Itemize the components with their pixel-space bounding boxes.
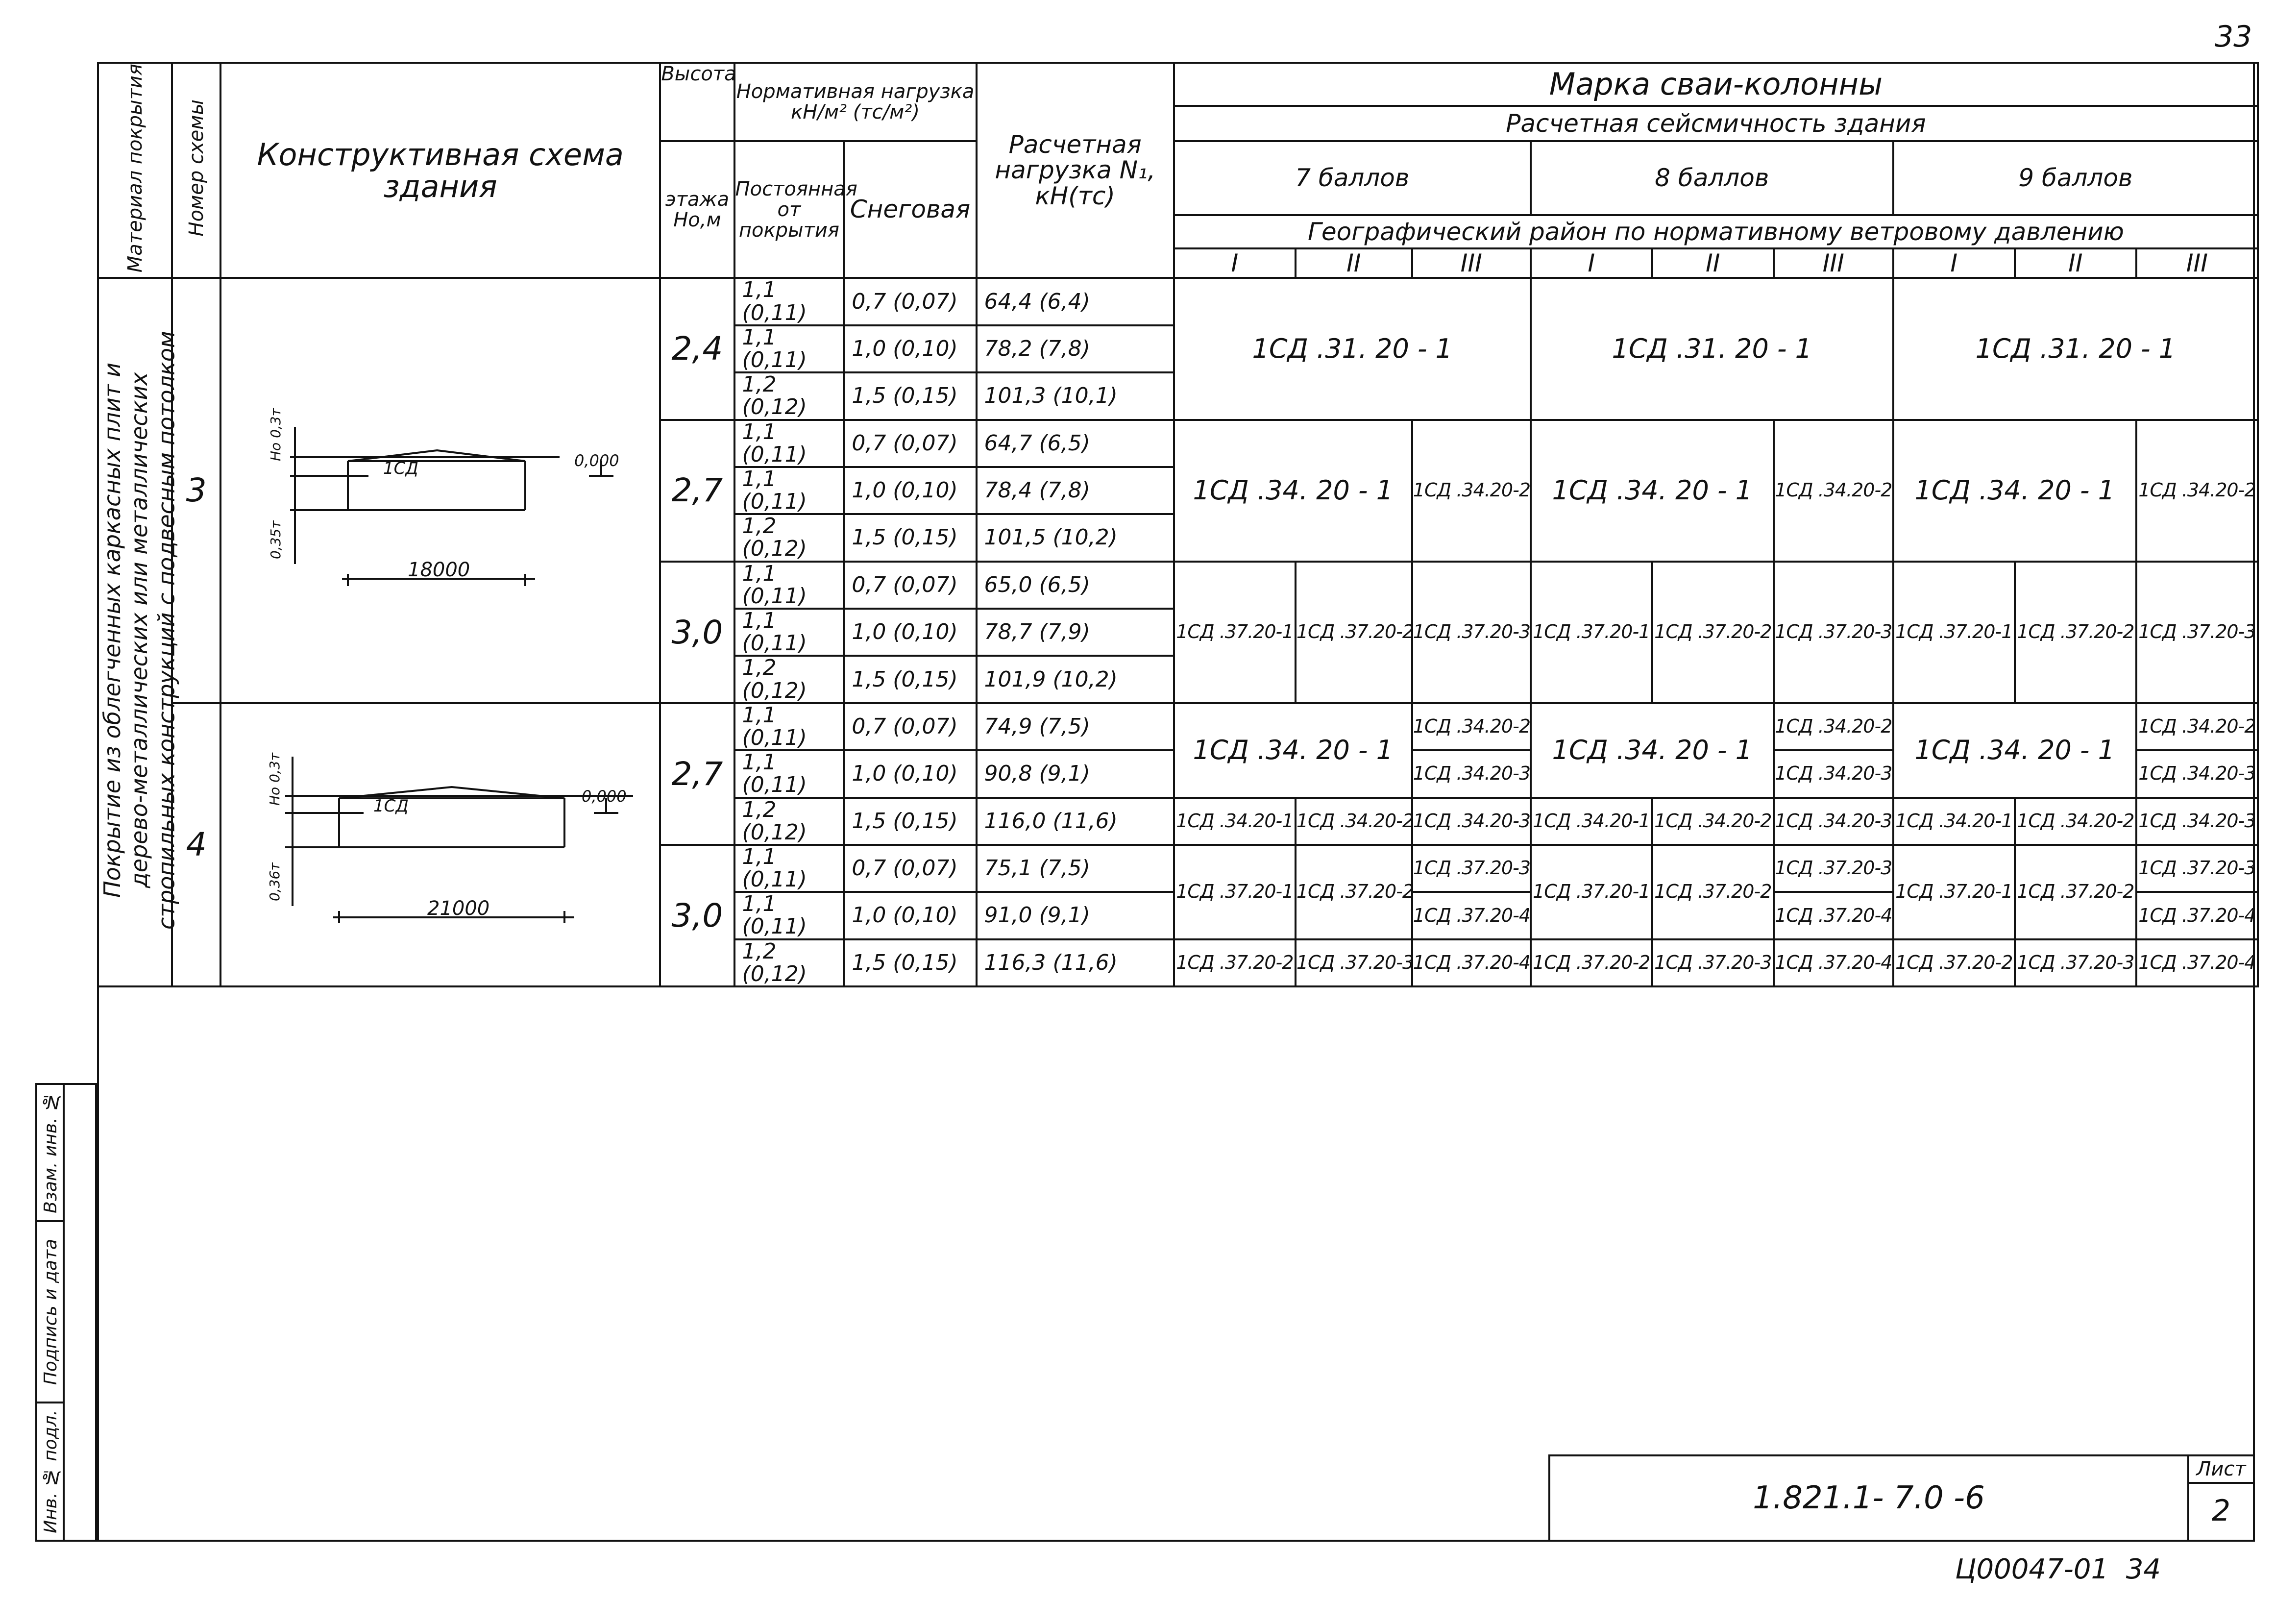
mark-cell: 1СД .37.20-3 bbox=[2136, 562, 2258, 703]
mark-cell: 1СД .37.20-3 bbox=[1412, 562, 1531, 703]
region-5: II bbox=[1652, 248, 1774, 278]
perm-load: 1,1 (0,11) bbox=[734, 750, 844, 797]
calc-load: 64,4 (6,4) bbox=[977, 278, 1174, 325]
snow-load: 0,7 (0,07) bbox=[844, 562, 976, 609]
doc-code: 1.821.1- 7.0 -6 bbox=[1753, 1480, 1985, 1516]
mark-cell: 1СД .34.20-2 bbox=[2136, 703, 2258, 750]
region-9: III bbox=[2136, 248, 2258, 278]
mark-cell: 1СД .34. 20 - 1 bbox=[1174, 420, 1412, 562]
perm-load: 1,2 (0,12) bbox=[734, 656, 844, 703]
snow-load: 1,0 (0,10) bbox=[844, 609, 976, 656]
perm-load: 1,1 (0,11) bbox=[734, 892, 844, 939]
side-cell-exchange: Взам. инв. № bbox=[37, 1085, 65, 1222]
snow-load: 1,5 (0,15) bbox=[844, 656, 976, 703]
calc-load: 116,0 (11,6) bbox=[977, 798, 1174, 845]
mark-cell: 1СД .37.20-3 bbox=[1412, 845, 1531, 892]
mark-cell: 1СД .34. 20 - 1 bbox=[1893, 420, 2136, 562]
calc-load: 78,4 (7,8) bbox=[977, 467, 1174, 514]
mark-cell: 1СД .37.20-2 bbox=[1652, 845, 1774, 939]
mark-cell: 1СД .37.20-3 bbox=[1774, 562, 1893, 703]
calc-load: 101,5 (10,2) bbox=[977, 514, 1174, 561]
header-scheme: Конструктивная схема здания bbox=[220, 63, 660, 278]
mark-cell: 1СД .37.20-2 bbox=[1652, 562, 1774, 703]
mark-cell: 1СД .37.20-4 bbox=[1774, 892, 1893, 939]
diagram-span-3: 18000 bbox=[408, 559, 470, 582]
mark-cell: 1СД .37.20-4 bbox=[1774, 939, 1893, 986]
calc-load: 116,3 (11,6) bbox=[977, 939, 1174, 986]
mark-cell: 1СД .37.20-3 bbox=[1296, 939, 1412, 986]
calc-load: 78,7 (7,9) bbox=[977, 609, 1174, 656]
diagram-ho-4: Hо 0,3т bbox=[267, 752, 283, 806]
perm-load: 1,1 (0,11) bbox=[734, 325, 844, 372]
side-stamp bbox=[35, 1083, 97, 1542]
mark-cell: 1СД .34.20-2 bbox=[2015, 798, 2136, 845]
mark-cell: 1СД .34.20-3 bbox=[2136, 750, 2258, 797]
side-cell-sign: Подпись и дата bbox=[37, 1222, 65, 1403]
header-scheme-no: Номер схемы bbox=[172, 63, 220, 278]
mark-cell: 1СД .34. 20 - 1 bbox=[1174, 703, 1412, 798]
scheme-diagram-3 bbox=[220, 278, 660, 703]
mark-cell: 1СД .34. 20 - 1 bbox=[1531, 703, 1774, 798]
diagram-span-4: 21000 bbox=[427, 897, 490, 920]
mark-cell: 1СД .37.20-2 bbox=[2015, 845, 2136, 939]
calc-load: 90,8 (9,1) bbox=[977, 750, 1174, 797]
snow-load: 1,5 (0,15) bbox=[844, 372, 976, 419]
perm-load: 1,2 (0,12) bbox=[734, 939, 844, 986]
mark-cell: 1СД .37.20-2 bbox=[1531, 939, 1652, 986]
calc-load: 75,1 (7,5) bbox=[977, 845, 1174, 892]
calc-load: 101,9 (10,2) bbox=[977, 656, 1174, 703]
mark-cell: 1СД .37.20-2 bbox=[1174, 939, 1296, 986]
diagram-dim-4: 0,36т bbox=[267, 862, 283, 901]
mark-cell: 1СД .37.20-4 bbox=[2136, 892, 2258, 939]
header-calc-load: Расчетная нагрузка N₁, кН(тс) bbox=[977, 63, 1174, 278]
region-8: II bbox=[2015, 248, 2136, 278]
mark-cell: 1СД .31. 20 - 1 bbox=[1893, 278, 2258, 419]
mark-cell: 1СД .34.20-3 bbox=[1412, 750, 1531, 797]
height-2-4: 2,4 bbox=[660, 278, 734, 419]
mark-cell: 1СД .34.20-1 bbox=[1893, 798, 2015, 845]
mark-cell: 1СД .34. 20 - 1 bbox=[1531, 420, 1774, 562]
height-2-7: 2,7 bbox=[660, 703, 734, 845]
pile-selection-table bbox=[97, 62, 2259, 987]
header-snow: Снеговая bbox=[844, 141, 976, 278]
mark-cell: 1СД .37.20-4 bbox=[2136, 939, 2258, 986]
sheet-number: 2 bbox=[2211, 1494, 2231, 1528]
mark-cell: 1СД .34.20-2 bbox=[1296, 798, 1412, 845]
mark-cell: 1СД .37.20-1 bbox=[1174, 845, 1296, 939]
mark-cell: 1СД .34.20-2 bbox=[1652, 798, 1774, 845]
snow-load: 1,0 (0,10) bbox=[844, 750, 976, 797]
perm-load: 1,1 (0,11) bbox=[734, 278, 844, 325]
calc-load: 101,3 (10,1) bbox=[977, 372, 1174, 419]
region-7: I bbox=[1893, 248, 2015, 278]
region-3: III bbox=[1412, 248, 1531, 278]
mark-cell: 1СД .37.20-3 bbox=[2136, 845, 2258, 892]
diagram-ho-3: Hо 0,3т bbox=[268, 408, 284, 462]
mark-cell: 1СД .37.20-2 bbox=[1893, 939, 2015, 986]
snow-load: 1,5 (0,15) bbox=[844, 514, 976, 561]
height-3-0: 3,0 bbox=[660, 562, 734, 703]
mark-cell: 1СД .34.20-3 bbox=[1412, 798, 1531, 845]
snow-load: 1,0 (0,10) bbox=[844, 467, 976, 514]
header-height-top: Высота bbox=[660, 63, 734, 141]
region-2: II bbox=[1296, 248, 1412, 278]
mark-cell: 1СД .34.20-3 bbox=[1774, 798, 1893, 845]
mark-cell: 1СД .37.20-1 bbox=[1531, 845, 1652, 939]
mark-cell: 1СД .34.20-2 bbox=[1412, 420, 1531, 562]
diagram-mark-3: 1СД bbox=[383, 459, 418, 479]
mark-cell: 1СД .37.20-1 bbox=[1893, 845, 2015, 939]
calc-load: 64,7 (6,5) bbox=[977, 420, 1174, 467]
page-number: 33 bbox=[2215, 20, 2252, 54]
perm-load: 1,1 (0,11) bbox=[734, 467, 844, 514]
header-material: Материал покрытия bbox=[98, 63, 172, 278]
calc-load: 74,9 (7,5) bbox=[977, 703, 1174, 750]
diagram-mark-4: 1СД bbox=[373, 796, 409, 816]
mark-cell: 1СД .37.20-3 bbox=[1774, 845, 1893, 892]
side-cell-inv: Инв. № подл. bbox=[41, 1410, 61, 1533]
perm-load: 1,1 (0,11) bbox=[734, 703, 844, 750]
snow-load: 1,5 (0,15) bbox=[844, 939, 976, 986]
mark-cell: 1СД .34.20-2 bbox=[2136, 420, 2258, 562]
mark-cell: 1СД .34.20-1 bbox=[1174, 798, 1296, 845]
scheme-number-4: 4 bbox=[172, 703, 220, 986]
snow-load: 0,7 (0,07) bbox=[844, 845, 976, 892]
mark-cell: 1СД .37.20-1 bbox=[1893, 562, 2015, 703]
header-mag9: 9 баллов bbox=[1893, 141, 2258, 215]
mark-cell: 1СД .34.20-2 bbox=[1774, 420, 1893, 562]
sheet-label: Лист bbox=[2189, 1456, 2253, 1484]
header-permanent: Постоянная от покрытия bbox=[734, 141, 844, 278]
mark-cell: 1СД .37.20-1 bbox=[1531, 562, 1652, 703]
snow-load: 0,7 (0,07) bbox=[844, 420, 976, 467]
perm-load: 1,1 (0,11) bbox=[734, 562, 844, 609]
frame-diagram-4 bbox=[221, 727, 656, 962]
mark-cell: 1СД .37.20-2 bbox=[1296, 562, 1412, 703]
perm-load: 1,2 (0,12) bbox=[734, 372, 844, 419]
calc-load: 65,0 (6,5) bbox=[977, 562, 1174, 609]
calc-load: 78,2 (7,8) bbox=[977, 325, 1174, 372]
perm-load: 1,2 (0,12) bbox=[734, 514, 844, 561]
mark-cell: 1СД .34. 20 - 1 bbox=[1893, 703, 2136, 798]
mark-cell: 1СД .34.20-2 bbox=[1412, 703, 1531, 750]
snow-load: 1,0 (0,10) bbox=[844, 325, 976, 372]
diagram-level-4: 0,000 bbox=[582, 787, 627, 806]
mark-cell: 1СД .34.20-2 bbox=[1774, 703, 1893, 750]
header-mag8: 8 баллов bbox=[1531, 141, 1893, 215]
snow-load: 0,7 (0,07) bbox=[844, 703, 976, 750]
mark-cell: 1СД .37.20-1 bbox=[1174, 562, 1296, 703]
region-4: I bbox=[1531, 248, 1652, 278]
snow-load: 1,5 (0,15) bbox=[844, 798, 976, 845]
mark-cell: 1СД .31. 20 - 1 bbox=[1531, 278, 1893, 419]
mark-cell: 1СД .34.20-3 bbox=[2136, 798, 2258, 845]
scheme-diagram-4 bbox=[220, 703, 660, 986]
header-wind-region: Географический район по нормативному ветровому давлению bbox=[1174, 215, 2258, 248]
perm-load: 1,1 (0,11) bbox=[734, 609, 844, 656]
header-height: этажа Hо,м bbox=[660, 141, 734, 278]
perm-load: 1,2 (0,12) bbox=[734, 798, 844, 845]
mark-cell: 1СД .37.20-4 bbox=[1412, 939, 1531, 986]
header-pile-mark: Марка сваи-колонны bbox=[1174, 63, 2258, 106]
material-cell: Покрытие из облегченных каркасных плит и дерево-металлических или металлических стропильных конструкций с подвесным потолком bbox=[98, 278, 172, 986]
snow-load: 1,0 (0,10) bbox=[844, 892, 976, 939]
header-norm-load: Нормативная нагрузка кН/м² (тс/м²) bbox=[734, 63, 977, 141]
snow-load: 0,7 (0,07) bbox=[844, 278, 976, 325]
calc-load: 91,0 (9,1) bbox=[977, 892, 1174, 939]
header-seismic: Расчетная сейсмичность здания bbox=[1174, 106, 2258, 141]
region-6: III bbox=[1774, 248, 1893, 278]
title-block bbox=[1548, 1454, 2255, 1542]
diagram-dim-3: 0,35т bbox=[268, 520, 284, 560]
perm-load: 1,1 (0,11) bbox=[734, 845, 844, 892]
region-1: I bbox=[1174, 248, 1296, 278]
mark-cell: 1СД .31. 20 - 1 bbox=[1174, 278, 1531, 419]
perm-load: 1,1 (0,11) bbox=[734, 420, 844, 467]
mark-cell: 1СД .37.20-2 bbox=[2015, 562, 2136, 703]
mark-cell: 1СД .37.20-3 bbox=[2015, 939, 2136, 986]
mark-cell: 1СД .34.20-3 bbox=[1774, 750, 1893, 797]
mark-cell: 1СД .34.20-1 bbox=[1531, 798, 1652, 845]
frame-diagram-3 bbox=[221, 314, 656, 667]
archive-code: Ц00047-01 34 bbox=[1955, 1553, 2161, 1585]
mark-cell: 1СД .37.20-2 bbox=[1296, 845, 1412, 939]
mark-cell: 1СД .37.20-4 bbox=[1412, 892, 1531, 939]
diagram-level-3: 0,000 bbox=[574, 451, 619, 470]
height-2-7: 2,7 bbox=[660, 420, 734, 562]
scheme-number-3: 3 bbox=[172, 278, 220, 703]
mark-cell: 1СД .37.20-3 bbox=[1652, 939, 1774, 986]
header-mag7: 7 баллов bbox=[1174, 141, 1531, 215]
height-3-0: 3,0 bbox=[660, 845, 734, 986]
